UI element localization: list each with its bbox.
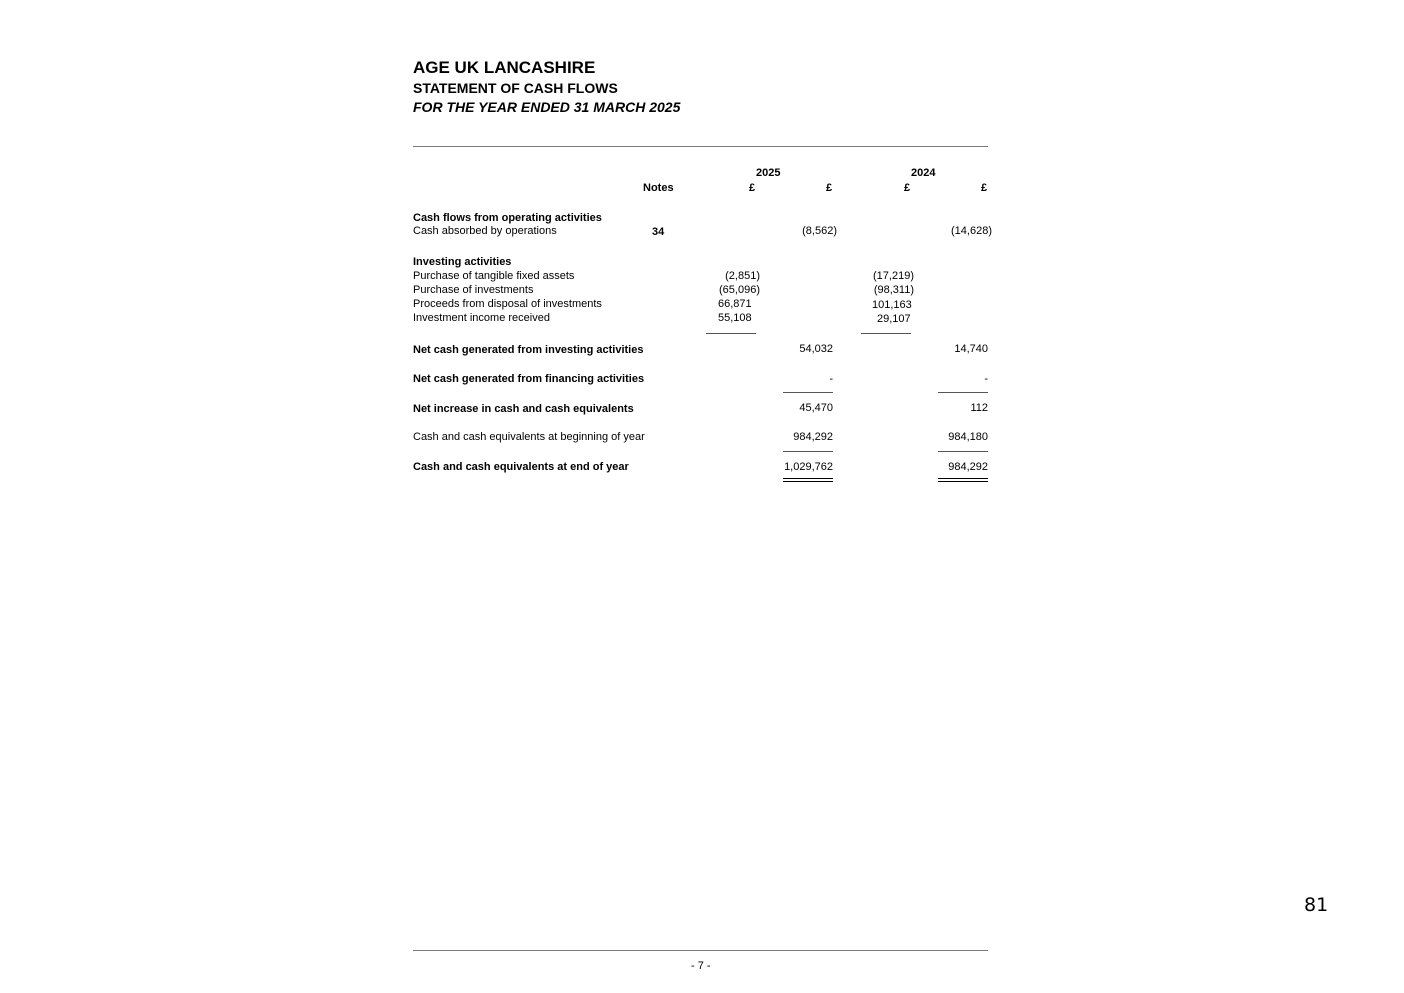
opening-balance-label: Cash and cash equivalents at beginning of year xyxy=(413,431,645,443)
closing-double-rule-current xyxy=(783,478,833,482)
header-divider xyxy=(413,146,988,147)
net-increase-prior: 112 xyxy=(970,402,988,414)
closing-balance-prior: 984,292 xyxy=(948,461,988,473)
net-investing-label: Net cash generated from investing activities xyxy=(413,344,644,356)
net-investing-prior: 14,740 xyxy=(954,343,988,355)
investing-item-current: (65,096) xyxy=(719,284,760,296)
opening-rule-prior xyxy=(938,451,988,452)
currency-header-current-total: £ xyxy=(826,182,833,194)
organisation-name: AGE UK LANCASHIRE xyxy=(413,58,596,77)
opening-balance-prior: 984,180 xyxy=(948,431,988,443)
investing-item-label: Investment income received xyxy=(413,312,550,324)
net-investing-current: 54,032 xyxy=(799,343,833,355)
operating-line-note: 34 xyxy=(652,226,665,238)
currency-header-prior-sub: £ xyxy=(904,182,911,194)
notes-header: Notes xyxy=(643,182,674,194)
investing-item-prior: (17,219) xyxy=(873,270,914,282)
financing-total-rule-prior xyxy=(938,392,988,393)
investing-item-label: Proceeds from disposal of investments xyxy=(413,298,602,310)
investing-item-current: 66,871 xyxy=(718,298,752,310)
financing-total-rule-current xyxy=(783,392,833,393)
closing-balance-current: 1,029,762 xyxy=(784,461,833,473)
page-number: - 7 - xyxy=(691,960,711,972)
operating-line-label: Cash absorbed by operations xyxy=(413,225,557,237)
investing-item-prior: 29,107 xyxy=(877,313,911,325)
statement-title: STATEMENT OF CASH FLOWS xyxy=(413,80,618,96)
net-financing-label: Net cash generated from financing activities xyxy=(413,373,645,385)
operating-line-current: (8,562) xyxy=(802,225,837,237)
net-increase-current: 45,470 xyxy=(799,402,833,414)
opening-balance-current: 984,292 xyxy=(793,431,833,443)
investing-subtotal-rule-current xyxy=(706,333,756,334)
currency-header-current-sub: £ xyxy=(749,182,756,194)
operating-line-prior: (14,628) xyxy=(951,225,992,237)
opening-rule-current xyxy=(783,451,833,452)
margin-page-number: 81 xyxy=(1304,894,1329,916)
investing-item-prior: (98,311) xyxy=(873,284,914,296)
investing-item-prior: 101,163 xyxy=(872,299,912,311)
net-financing-current: - xyxy=(829,373,833,385)
investing-heading: Investing activities xyxy=(413,256,512,268)
currency-header-prior-total: £ xyxy=(981,182,988,194)
net-increase-label: Net increase in cash and cash equivalents xyxy=(413,403,634,415)
year-prior-header: 2024 xyxy=(911,167,936,179)
statement-period: FOR THE YEAR ENDED 31 MARCH 2025 xyxy=(413,99,681,115)
closing-double-rule-prior xyxy=(938,478,988,482)
net-financing-prior: - xyxy=(984,373,988,385)
investing-item-label: Purchase of tangible fixed assets xyxy=(413,270,575,282)
operating-heading: Cash flows from operating activities xyxy=(413,212,602,224)
investing-subtotal-rule-prior xyxy=(861,333,911,334)
footer-divider xyxy=(413,950,988,951)
year-current-header: 2025 xyxy=(756,167,781,179)
investing-item-current: (2,851) xyxy=(725,270,760,282)
investing-item-label: Purchase of investments xyxy=(413,284,534,296)
closing-balance-label: Cash and cash equivalents at end of year xyxy=(413,461,629,473)
investing-item-current: 55,108 xyxy=(718,312,752,324)
